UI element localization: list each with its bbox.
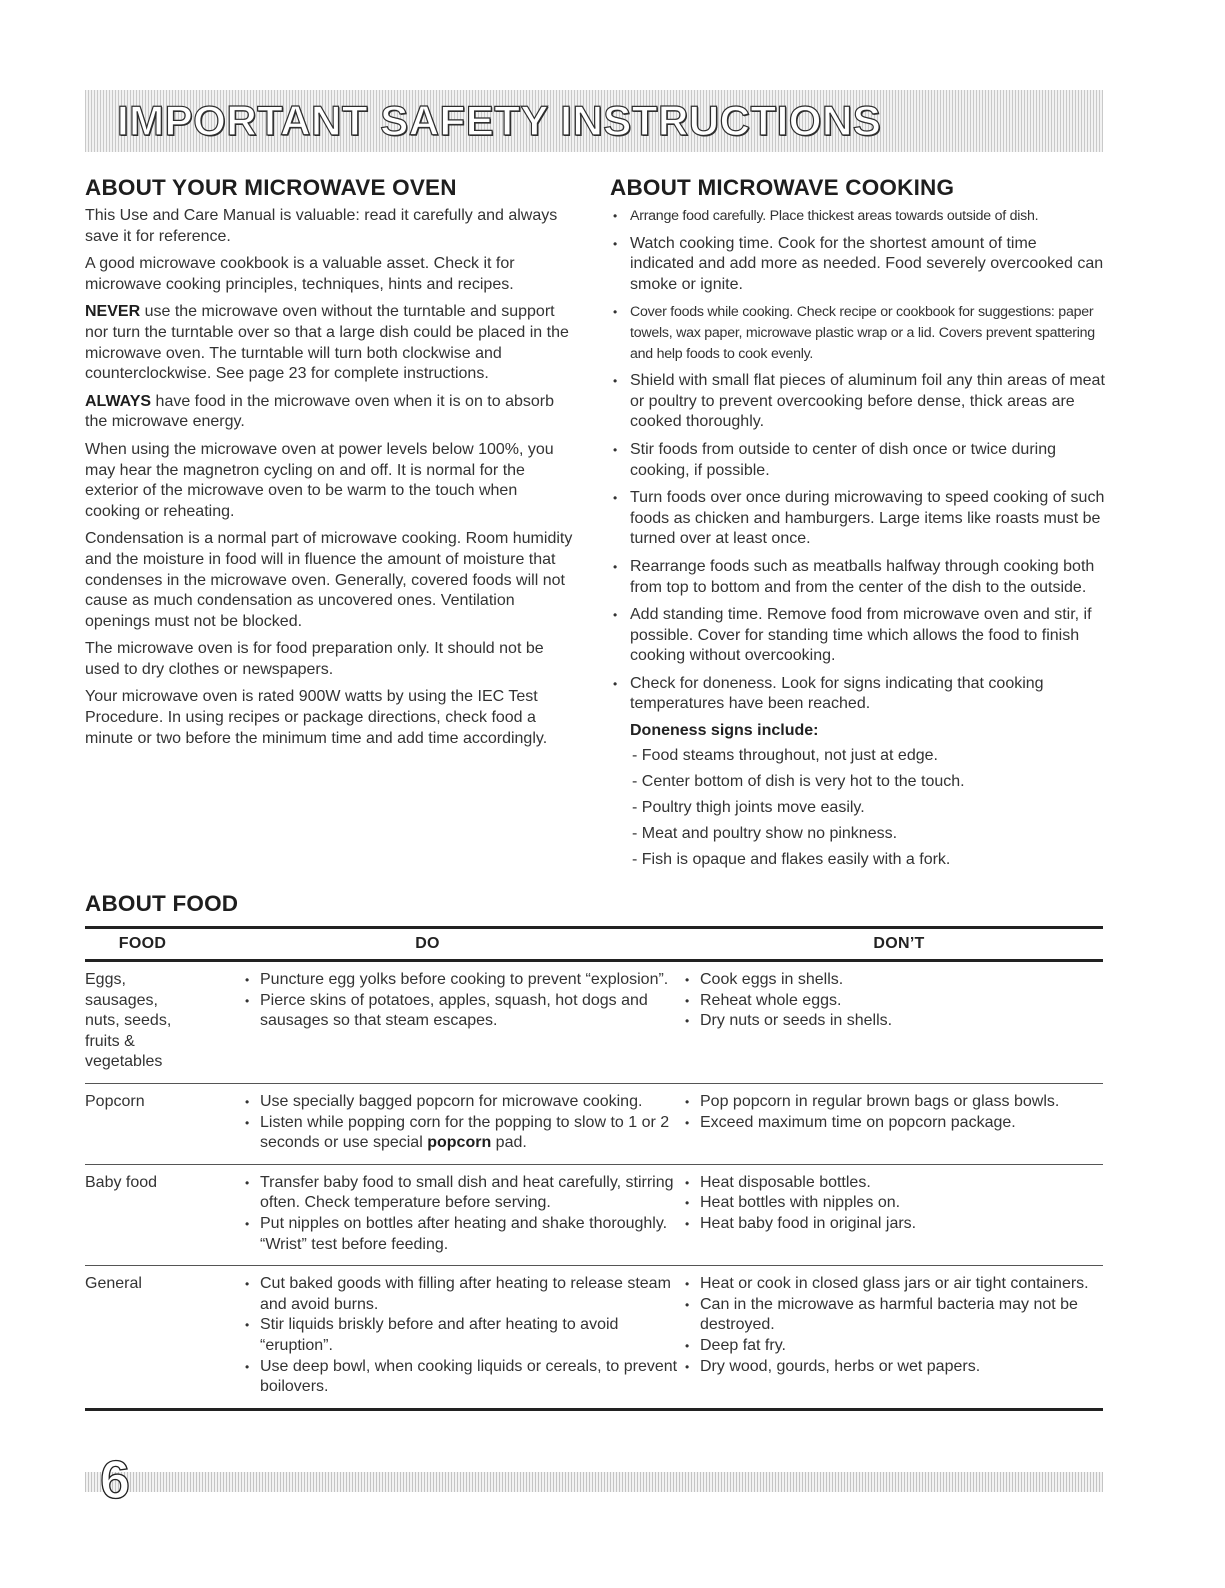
- list-item: • Dry nuts or seeds in shells.: [685, 1011, 1103, 1032]
- paragraph: [85, 392, 575, 433]
- section-about-cooking: [610, 174, 1105, 877]
- section-heading-food: ABOUT FOOD: [85, 891, 239, 916]
- food-cell: Popcorn: [85, 1092, 145, 1110]
- list-item: • Stir foods from outside to center of dish once or twice during cooking, if possible.: [610, 440, 1105, 481]
- doneness-list: [610, 746, 1105, 871]
- paragraph: Your microwave oven is rated 900W watts by using the IEC Test Procedure. In using recipes or package directions, check food a minute or two before the minimum time and add time accordingly.: [85, 688, 548, 747]
- do-cell: [245, 1274, 685, 1398]
- list-item: • Heat bottles with nipples on.: [685, 1193, 1103, 1214]
- list-item-text: Listen while popping corn for the popping to slow to 1 or 2 seconds or use special: [260, 1113, 670, 1152]
- dont-cell: [685, 1092, 1103, 1154]
- list-item: • Transfer baby food to small dish and heat carefully, stirring often. Check temperature before serving.: [245, 1173, 685, 1214]
- dont-cell: [685, 1274, 1103, 1398]
- paragraph-text: use the microwave oven without the turntable and support nor turn the turntable over so that a large dish could be placed in the microwave oven. The turntable will turn both clockwise and counterclockwise. See page 23 for complete instructions.: [85, 303, 569, 383]
- table-header: [85, 929, 1103, 959]
- page-number: 6: [100, 1450, 131, 1510]
- list-item: - Fish is opaque and flakes easily with a fork.: [632, 851, 951, 869]
- page-title: IMPORTANT SAFETY INSTRUCTIONS: [117, 97, 882, 144]
- list-item-tail: pad.: [491, 1134, 527, 1152]
- list-item: - Center bottom of dish is very hot to the touch.: [632, 773, 965, 791]
- paragraph: Condensation is a normal part of microwave cooking. Room humidity and the moisture in food will in fluence the amount of moisture that condenses in the microwave oven. Generally, covered foods will not cause as much condensation as uncovered ones. Ventilation openings must not be blocked.: [85, 530, 573, 630]
- list-item: • Stir liquids briskly before and after heating to avoid “eruption”.: [245, 1315, 685, 1356]
- dont-cell: [685, 970, 1103, 1073]
- list-item: • Add standing time. Remove food from microwave oven and stir, if possible. Cover for standing time which allows the food to finish cooking without overcooking.: [610, 605, 1105, 667]
- paragraph: This Use and Care Manual is valuable: read it carefully and always save it for reference.: [85, 207, 558, 245]
- section-heading: ABOUT MICROWAVE COOKING: [610, 175, 955, 200]
- do-cell: [245, 970, 685, 1073]
- list-item: • Check for doneness. Look for signs indicating that cooking temperatures have been reached.: [610, 674, 1105, 715]
- list-item: • Turn foods over once during microwaving to speed cooking of such foods as chicken and hamburgers. Large items like roasts must be turned over at least once.: [610, 488, 1105, 550]
- list-item: • Rearrange foods such as meatballs halfway through cooking both from top to bottom and from the center of the dish to the outside.: [610, 557, 1105, 598]
- table-row: [85, 962, 1103, 1083]
- paragraph-text: have food in the microwave oven when it is on to absorb the microwave energy.: [85, 392, 554, 431]
- table-row: [85, 1084, 1103, 1164]
- list-item: • Deep fat fry.: [685, 1336, 1103, 1357]
- list-item: • Can in the microwave as harmful bacteria may not be destroyed.: [685, 1295, 1103, 1336]
- paragraph: The microwave oven is for food preparation only. It should not be used to dry clothes or newspapers.: [85, 640, 544, 678]
- do-cell: [245, 1092, 685, 1154]
- list-item: • Reheat whole eggs.: [685, 991, 1103, 1012]
- list-item: • Use deep bowl, when cooking liquids or cereals, to prevent boilovers.: [245, 1357, 685, 1398]
- list-item: • Pop popcorn in regular brown bags or glass bowls.: [685, 1092, 1103, 1113]
- list-item: [245, 1113, 685, 1154]
- list-item: - Poultry thigh joints move easily.: [632, 799, 865, 817]
- column-header-do: DO: [415, 935, 440, 952]
- table-row: [85, 1165, 1103, 1265]
- list-item: • Use specially bagged popcorn for microwave cooking.: [245, 1092, 685, 1113]
- footer-bar: [85, 1472, 1103, 1492]
- table-row: [85, 1266, 1103, 1408]
- food-cell: Baby food: [85, 1173, 158, 1191]
- list-item: • Put nipples on bottles after heating and shake thoroughly. “Wrist” test before feeding.: [245, 1214, 685, 1255]
- emphasis: NEVER: [85, 303, 141, 321]
- list-item: • Watch cooking time. Cook for the shortest amount of time indicated and add more as needed. Food severely overcooked can smoke or ignite.: [610, 234, 1105, 296]
- list-item: • Pierce skins of potatoes, apples, squash, hot dogs and sausages so that steam escapes.: [245, 991, 685, 1032]
- list-item: • Puncture egg yolks before cooking to prevent “explosion”.: [245, 970, 685, 991]
- list-item: • Heat disposable bottles.: [685, 1173, 1103, 1194]
- section-heading: ABOUT YOUR MICROWAVE OVEN: [85, 175, 457, 200]
- emphasis: popcorn: [427, 1134, 492, 1152]
- do-cell: [245, 1173, 685, 1255]
- dont-cell: [685, 1173, 1103, 1255]
- table-bottom-rule: [85, 1408, 1103, 1411]
- paragraph: A good microwave cookbook is a valuable asset. Check it for microwave cooking principles, techniques, hints and recipes.: [85, 255, 515, 293]
- list-item: • Shield with small flat pieces of aluminum foil any thin areas of meat or poultry to prevent overcooking before dense, thick areas are cooked thoroughly.: [610, 371, 1105, 433]
- food-cell: General: [85, 1275, 142, 1293]
- list-item: - Food steams throughout, not just at edge.: [632, 747, 938, 765]
- food-table: [85, 926, 1103, 1411]
- list-item: • Cut baked goods with filling after heating to release steam and avoid burns.: [245, 1274, 685, 1315]
- list-item: • Arrange food carefully. Place thickest areas towards outside of dish.: [610, 206, 1105, 227]
- list-item: - Meat and poultry show no pinkness.: [632, 825, 898, 843]
- emphasis: ALWAYS: [85, 392, 152, 410]
- paragraph: When using the microwave oven at power levels below 100%, you may hear the magnetron cycling on and off. It is normal for the exterior of the microwave oven to be warm to the touch when cooking or reheating.: [85, 440, 554, 520]
- column-header-dont: DON’T: [873, 935, 925, 952]
- list-item: • Cook eggs in shells.: [685, 970, 1103, 991]
- list-item: • Heat or cook in closed glass jars or air tight containers.: [685, 1274, 1103, 1295]
- list-item: • Dry wood, gourds, herbs or wet papers.: [685, 1357, 1103, 1378]
- cooking-tips-list: [610, 206, 1105, 715]
- food-cell: Eggs, sausages, nuts, seeds, fruits & vegetables: [85, 971, 172, 1071]
- list-item: • Exceed maximum time on popcorn package.: [685, 1113, 1103, 1134]
- section-about-oven: [85, 174, 575, 756]
- column-header-food: FOOD: [118, 935, 167, 952]
- doneness-heading: Doneness signs include:: [630, 722, 819, 740]
- list-item: • Heat baby food in original jars.: [685, 1214, 1103, 1235]
- paragraph: [85, 302, 575, 384]
- list-item: • Cover foods while cooking. Check recipe or cookbook for suggestions: paper towels, wax paper, microwave plastic wrap or a lid. Covers prevent spattering and help foods to cook evenly.: [610, 302, 1105, 364]
